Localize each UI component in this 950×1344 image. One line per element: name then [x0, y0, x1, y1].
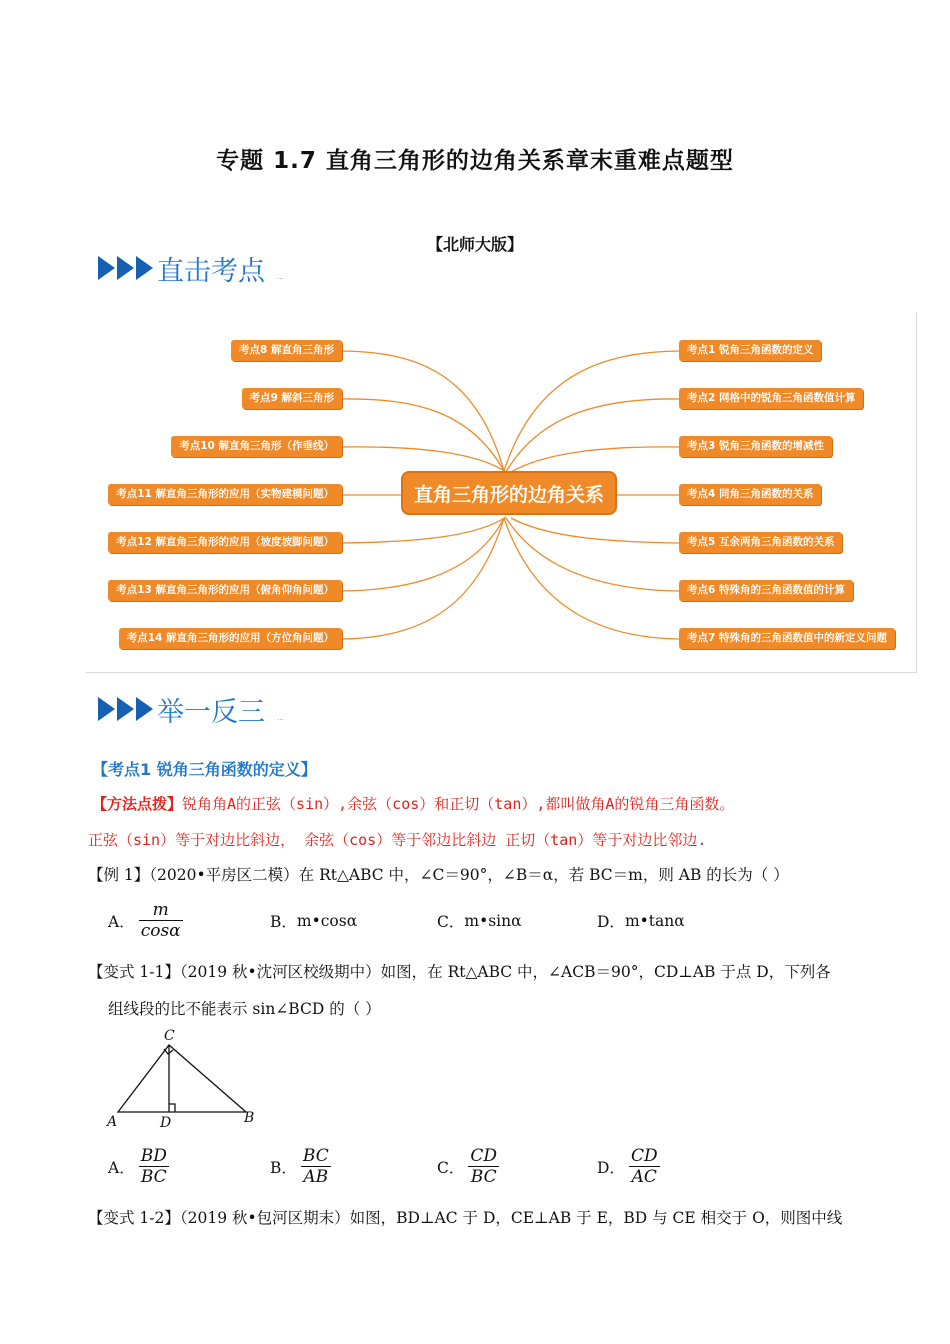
triangle-figure: [104, 1026, 264, 1134]
connector-right-1: [504, 351, 679, 471]
section-header-direct: [98, 248, 284, 288]
decorative-dot: …: [277, 714, 284, 722]
fraction: [139, 1146, 169, 1187]
option-label: D．: [597, 913, 625, 931]
triple-arrow-icon: [98, 256, 155, 280]
fraction-denominator: cosα: [140, 921, 181, 941]
mindmap-node-kp13: 考点13 解直角三角形的应用（俯角仰角问题）: [108, 580, 342, 601]
option-label: D．: [597, 1158, 625, 1177]
connector-right-2: [506, 399, 679, 472]
option-label: A．: [108, 1158, 135, 1177]
option-label: B．: [270, 913, 297, 931]
edition-label: 【北师大版】: [426, 235, 523, 254]
fraction-numerator: BD: [140, 1146, 167, 1166]
label-a: A: [107, 1114, 118, 1130]
variant-1-1-option-d: [597, 1146, 660, 1187]
method-tag: 【方法点拨】: [92, 795, 183, 813]
fraction-numerator: CD: [470, 1146, 498, 1166]
kp1-title: 【考点1 锐角三角函数的定义】: [92, 760, 317, 779]
mindmap-node-kp10: 考点10 解直角三角形（作垂线）: [171, 436, 342, 457]
example-1-question: [88, 863, 789, 885]
example-1-option-b: [270, 910, 357, 932]
mindmap-node-kp1: 考点1 锐角三角函数的定义: [679, 340, 821, 361]
fraction-numerator: BC: [302, 1146, 329, 1166]
fraction-denominator: AC: [631, 1167, 657, 1187]
variant-1-1-text: （2019 秋•沈河区校级期中）如图，在 Rt△ABC 中，∠ACB＝90°，CD⊥AB 于点 D，下列各: [179, 963, 831, 981]
mindmap-node-kp9: 考点9 解斜三角形: [242, 388, 342, 409]
connector-left-7: [342, 518, 504, 639]
option-label: B．: [270, 1158, 297, 1177]
decorative-dot: …: [277, 273, 284, 281]
label-c: C: [164, 1028, 175, 1044]
mindmap-node-kp2: 考点2 网格中的锐角三角函数值计算: [679, 388, 863, 409]
method-text: 锐角角A的正弦（sin）,余弦（cos）和正切（tan）,都叫做角A的锐角三角函数。: [182, 795, 735, 813]
variant-1-1-option-a: [108, 1146, 169, 1187]
option-label: A．: [108, 912, 135, 931]
variant-1-1-option-b: [270, 1146, 331, 1187]
fraction: [301, 1146, 331, 1187]
label-b: B: [244, 1110, 255, 1126]
connector-left-3: [342, 447, 506, 472]
triple-arrow-icon: [98, 697, 155, 721]
mindmap-center-node: 直角三角形的边角关系: [401, 471, 617, 515]
mindmap-node-kp14: 考点14 解直角三角形的应用（方位角问题）: [119, 628, 342, 649]
label-d: D: [160, 1115, 172, 1131]
variant-1-1-text-line2: 组线段的比不能表示 sin∠BCD 的（ ）: [108, 1000, 381, 1018]
connector-right-3: [511, 447, 679, 472]
fraction-numerator: m: [152, 900, 169, 920]
fraction-numerator: CD: [630, 1146, 658, 1166]
fraction: [468, 1146, 499, 1187]
variant-1-1-question: [88, 960, 831, 982]
mindmap-node-kp7: 考点7 特殊角的三角函数值中的新定义问题: [679, 628, 895, 649]
mindmap-node-kp11: 考点11 解直角三角形的应用（实物建模问题）: [108, 484, 342, 505]
fraction-denominator: BC: [470, 1167, 497, 1187]
connector-right-6: [506, 518, 679, 591]
fraction: [139, 900, 183, 941]
example-1-tag: 【例 1】: [88, 866, 150, 884]
option-text: m•tanα: [624, 912, 685, 930]
fraction: [629, 1146, 660, 1187]
page-title: 专题 1.7 直角三角形的边角关系章末重难点题型: [216, 148, 734, 174]
example-1-option-c: [437, 910, 522, 932]
section-header-practice: [98, 689, 284, 729]
fraction-denominator: AB: [303, 1167, 329, 1187]
mindmap-node-kp3: 考点3 锐角三角函数的增减性: [679, 436, 832, 457]
mindmap-node-kp4: 考点4 同角三角函数的关系: [679, 484, 821, 505]
option-label: C．: [437, 913, 465, 931]
option-text: m•sinα: [464, 912, 522, 930]
connector-left-1: [342, 351, 504, 471]
option-text: m•cosα: [296, 912, 358, 930]
example-1-text: （2020•平房区二模）在 Rt△ABC 中，∠C＝90°，∠B＝α，若 BC＝m，则 AB 的长为（ ）: [149, 866, 789, 884]
mindmap-node-kp6: 考点6 特殊角的三角函数值的计算: [679, 580, 853, 601]
method-line-2: 正弦（sin）等于对边比斜边， 余弦（cos）等于邻边比斜边 正切（tan）等于对边比邻边.: [88, 831, 707, 849]
mindmap-node-kp12: 考点12 解直角三角形的应用（坡度坡脚问题）: [108, 532, 342, 553]
connector-left-5: [342, 517, 506, 543]
variant-1-2-tag: 【变式 1-2】: [88, 1209, 180, 1227]
variant-1-1-tag: 【变式 1-1】: [88, 963, 180, 981]
fraction-denominator: BC: [140, 1167, 167, 1187]
example-1-option-d: [597, 910, 685, 932]
section-label: 举一反三: [157, 696, 265, 728]
option-label: C．: [437, 1158, 465, 1177]
mindmap-node-kp8: 考点8 解直角三角形: [231, 340, 342, 361]
method-tip: [92, 793, 734, 814]
variant-1-2-text: （2019 秋•包河区期末）如图，BD⊥AC 于 D，CE⊥AB 于 E，BD 与 CE 相交于 O，则图中线: [179, 1209, 843, 1227]
connector-right-5: [511, 518, 679, 543]
variant-1-2-question: [88, 1206, 842, 1228]
example-1-option-a: [108, 900, 183, 941]
mindmap-node-kp5: 考点5 互余两角三角函数的关系: [679, 532, 842, 553]
variant-1-1-option-c: [437, 1146, 499, 1187]
section-label: 直击考点: [157, 255, 265, 287]
